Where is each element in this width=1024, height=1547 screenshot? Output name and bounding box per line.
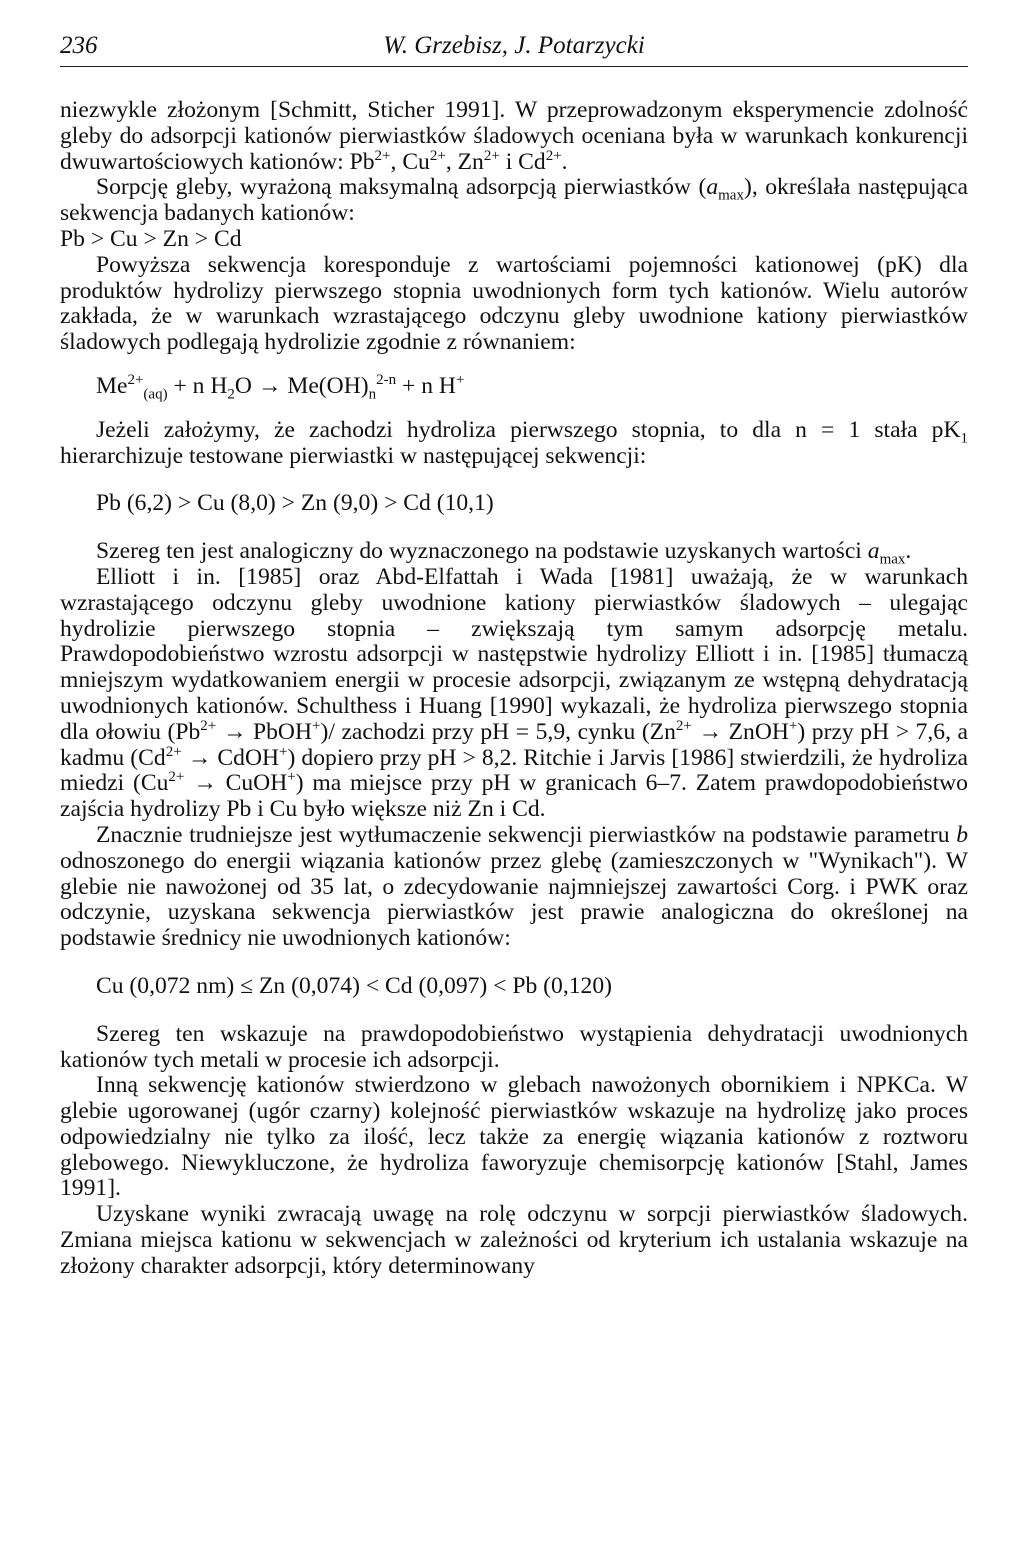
paragraph: Szereg ten jest analogiczny do wyznaczonego na podstawie uzyskanych wartości $a_{max}$. bbox=[96, 538, 912, 568]
paragraph: Sorpcję gleby, wyrażoną maksymalną adsorpcją pierwiastków $(a_{max})$, określała następująca sekwencja badanych kationów: bbox=[60, 174, 968, 227]
paragraph-continued: niezwykle złożonym [Schmitt, Sticher 1991]. W przeprowadzonym eksperymencie zdolność gleby do adsorpcji kationów pierwiastków śladowych oceniana była w warunkach konkurencji dwuwartościowych kationów: $Pb^{2+}$, $Cu^{2+}$, $Zn^{2+}$ i $Cd^{2+}$. bbox=[60, 97, 968, 175]
sequence-line: Pb > Cu > Zn > Cd bbox=[60, 225, 242, 252]
page-number: 236 bbox=[60, 32, 98, 59]
radius-sequence: Cu (0,072 nm) ≤ Zn (0,074) < Cd (0,097) < Pb (0,120) bbox=[96, 972, 612, 999]
running-head-authors: W. Grzebisz, J. Potarzycki bbox=[383, 32, 645, 59]
paragraph: Inną sekwencję kationów stwierdzono w glebach nawożonych obornikiem i NPKCa. W glebie ugorowanej (ugór czarny) kolejność pierwiastków wskazuje na hydrolizę jako proces odpowiedzialny nie tylko za ilość, lecz także za energię wiązania kationów z roztworu glebowego. Niewykluczone, że hydroliza faworyzuje chemisorpcję kationów [Stahl, James 1991]. bbox=[60, 1072, 968, 1202]
paragraph: Znacznie trudniejsze jest wytłumaczenie sekwencji pierwiastków na podstawie parametru b odnoszonego do energii wiązania kationów przez glebę (zamieszczonych w "Wynikach"). W glebie nie nawożonej od 35 lat, o zdecydowanie najmniejszej zawartości Corg. i PWK oraz odczynie, uzyskana sekwencja pierwiastków jest prawie analogiczna do określonej na podstawie średnicy nie uwodnionych kationów: bbox=[60, 821, 968, 952]
paragraph: Elliott i in. [1985] oraz Abd-Elfattah i Wada [1981] uważają, że w warunkach wzrastającego odczynu gleby uwodnione kationy pierwiastków śladowych – ulegając hydrolizie pierwszego stopnia – zwiększają tym samym adsorpcję metalu. Prawdopodobieństwo wzrostu adsorpcji w następstwie hydrolizy Elliott i in. [1985] tłumaczą mniejszym wydatkowaniem energii w procesie adsorpcji, związanym ze wstępną dehydratacją uwodnionych kationów. Schulthess i Huang [1990] wykazali, że hydroliza pierwszego stopnia dla ołowiu ($Pb^{2+}$ → PbOH+)/ zachodzi przy pH = 5,9, cynku ($Zn^{2+}$ → ZnOH+) przy pH > 7,6, a kadmu ($Cd^{2+}$ → CdOH+) dopiero przy pH > 8,2. Ritchie i Jarvis [1986] stwierdzili, że hydroliza miedzi ($Cu^{2+}$ → CuOH+) ma miejsce przy pH w granicach 6–7. Zatem prawdopodobieństwo zajścia hydrolizy Pb i Cu było większe niż Zn i Cd. bbox=[60, 563, 969, 823]
paragraph: Powyższa sekwencja koresponduje z wartościami pojemności kationowej (pK) dla produktów hydrolizy pierwszego stopnia uwodnionych form tych kationów. Wielu autorów zakłada, że w warunkach wzrastającego odczynu gleby uwodnione kationy pierwiastków śladowych podlegają hydrolizie zgodnie z równaniem: bbox=[60, 251, 968, 356]
paragraph: Jeżeli założymy, że zachodzi hydroliza pierwszego stopnia, to dla n = 1 stała $pK_1$ hierarchizuje testowane pierwiastki w następującej sekwencji: bbox=[60, 416, 968, 469]
running-header bbox=[60, 30, 968, 67]
paragraph: Szereg ten wskazuje na prawdopodobieństwo wystąpienia dehydratacji uwodnionych kationów tych metali w procesie ich adsorpcji. bbox=[60, 1020, 968, 1073]
body-text bbox=[60, 98, 968, 1280]
hydrolysis-equation: $Me^{2+}_{(aq)} + n$ $H_2O \to Me(OH)_n^{2-n} + n$ H+ bbox=[96, 372, 465, 403]
paragraph: Uzyskane wyniki zwracają uwagę na rolę odczynu w sorpcji pierwiastków śladowych. Zmiana miejsca kationu w sekwencjach w zależności od kryterium ich ustalania wskazuje na złożony charakter adsorpcji, który determinowany bbox=[60, 1201, 968, 1279]
pk-sequence: Pb (6,2) > Cu (8,0) > Zn (9,0) > Cd (10,1) bbox=[96, 490, 494, 517]
